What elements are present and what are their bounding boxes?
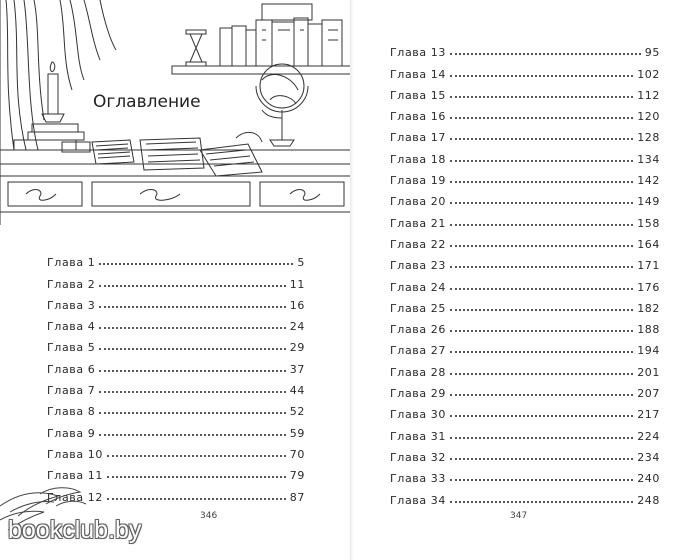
hourglass-icon	[186, 30, 206, 66]
page-number: 346	[200, 511, 218, 521]
toc-entry-label: Глава 29	[390, 387, 446, 401]
toc-entry-page: 95	[644, 46, 660, 60]
toc-entry	[47, 248, 305, 269]
toc-entry	[47, 333, 305, 354]
toc-entry-label: Глава 13	[390, 46, 446, 60]
shelf-icon	[172, 66, 352, 74]
toc-entry	[390, 336, 660, 357]
dot-leader	[450, 137, 633, 140]
toc-entry-label: Глава 15	[390, 88, 446, 102]
toc-entry-label: Глава 26	[390, 323, 446, 337]
right-page	[352, 0, 700, 560]
toc-entry	[390, 59, 660, 80]
toc-entry-page: 87	[289, 490, 305, 504]
toc-entry-page: 194	[637, 344, 660, 358]
dot-leader	[450, 500, 633, 503]
toc-entry-page: 207	[637, 387, 660, 401]
shelf-books-icon	[220, 4, 342, 66]
toc-entry	[390, 485, 660, 506]
toc-entry	[390, 357, 660, 378]
toc-entry	[390, 421, 660, 442]
toc-entry-label: Глава 34	[390, 493, 446, 507]
toc-entry-label: Глава 3	[47, 298, 96, 312]
toc-entry	[47, 397, 305, 418]
toc-entry	[390, 315, 660, 336]
toc-entry-label: Глава 20	[390, 195, 446, 209]
toc-entry-page: 182	[637, 301, 660, 315]
page-title: Оглавление	[90, 92, 204, 112]
dot-leader	[450, 180, 633, 183]
toc-entry-page: 16	[289, 298, 305, 312]
dot-leader	[107, 475, 286, 478]
dot-leader	[450, 478, 633, 481]
toc-entry-label: Глава 5	[47, 341, 96, 355]
toc-entry	[390, 208, 660, 229]
toc-entry-label: Глава 8	[47, 405, 96, 419]
toc-entry	[47, 354, 305, 375]
toc-entry-label: Глава 31	[390, 429, 446, 443]
toc-entry	[390, 166, 660, 187]
toc-entry	[390, 251, 660, 272]
toc-entry	[47, 440, 305, 461]
toc-entry-label: Глава 24	[390, 280, 446, 294]
dot-leader	[450, 95, 633, 98]
toc-entry-page: 171	[637, 259, 660, 273]
page-number: 347	[510, 511, 528, 521]
toc-entry-label: Глава 21	[390, 216, 446, 230]
dot-leader	[450, 244, 633, 247]
dot-leader	[450, 308, 633, 311]
toc-entry-page: 102	[637, 67, 660, 81]
toc-entry	[390, 81, 660, 102]
toc-entry-page: 149	[637, 195, 660, 209]
dot-leader	[450, 223, 633, 226]
dot-leader	[450, 329, 633, 332]
dot-leader	[450, 436, 633, 439]
dot-leader	[99, 369, 285, 372]
toc-entry-label: Глава 17	[390, 131, 446, 145]
dot-leader	[450, 372, 633, 375]
dot-leader	[99, 433, 285, 436]
toc-entry-label: Глава 9	[47, 426, 96, 440]
toc-entry	[390, 464, 660, 485]
toc-entry-label: Глава 2	[47, 277, 96, 291]
toc-entry-page: 44	[289, 384, 305, 398]
toc-entry-page: 52	[289, 405, 305, 419]
dot-leader	[99, 305, 285, 308]
dot-leader	[450, 265, 633, 268]
toc-entry-label: Глава 16	[390, 110, 446, 124]
dot-leader	[99, 262, 293, 265]
dot-leader	[450, 287, 633, 290]
toc-entry-label: Глава 14	[390, 67, 446, 81]
toc-entry-label: Глава 12	[47, 490, 103, 504]
toc-entry-page: 112	[637, 88, 660, 102]
watermark-logo: bookclub.by	[8, 516, 142, 544]
dot-leader	[99, 347, 285, 350]
dot-leader	[450, 201, 633, 204]
toc-entry-label: Глава 10	[47, 447, 103, 461]
toc-entry	[390, 400, 660, 421]
toc-entry-page: 37	[289, 362, 305, 376]
toc-entry-page: 128	[637, 131, 660, 145]
toc-entry	[390, 144, 660, 165]
dot-leader	[450, 350, 633, 353]
toc-entry	[390, 272, 660, 293]
toc-entry	[390, 123, 660, 144]
toc-entry-label: Глава 4	[47, 320, 96, 334]
toc-entry	[390, 379, 660, 400]
toc-entry-page: 248	[637, 493, 660, 507]
toc-entry-page: 59	[289, 426, 305, 440]
toc-entry	[47, 461, 305, 482]
dot-leader	[99, 284, 285, 287]
dot-leader	[99, 411, 285, 414]
toc-entry-page: 5	[297, 256, 305, 270]
dot-leader	[99, 390, 285, 393]
toc-entry-label: Глава 18	[390, 152, 446, 166]
toc-entry	[390, 443, 660, 464]
toc-entry-label: Глава 1	[47, 256, 96, 270]
toc-entry	[47, 312, 305, 333]
dot-leader	[450, 74, 633, 77]
toc-entry-page: 70	[289, 447, 305, 461]
toc-entry	[47, 269, 305, 290]
toc-entry-label: Глава 33	[390, 472, 446, 486]
toc-entry-label: Глава 11	[47, 469, 103, 483]
toc-entry-page: 188	[637, 323, 660, 337]
dot-leader	[450, 159, 633, 162]
toc-entry-label: Глава 23	[390, 259, 446, 273]
dot-leader	[450, 52, 641, 55]
toc-list-right	[390, 38, 660, 507]
toc-entry-page: 134	[637, 152, 660, 166]
toc-entry	[47, 291, 305, 312]
toc-entry-page: 120	[637, 110, 660, 124]
papers-icon	[92, 132, 262, 176]
toc-entry	[390, 102, 660, 123]
toc-entry-page: 164	[637, 237, 660, 251]
toc-entry-page: 217	[637, 408, 660, 422]
toc-entry-label: Глава 27	[390, 344, 446, 358]
toc-entry-page: 79	[289, 469, 305, 483]
toc-entry-page: 158	[637, 216, 660, 230]
toc-entry-page: 234	[637, 450, 660, 464]
toc-entry	[47, 376, 305, 397]
toc-entry	[390, 38, 660, 59]
dot-leader	[450, 393, 633, 396]
dot-leader	[450, 414, 633, 417]
toc-entry	[390, 230, 660, 251]
dot-leader	[99, 326, 285, 329]
dot-leader	[450, 457, 633, 460]
toc-entry	[47, 418, 305, 439]
toc-entry-label: Глава 22	[390, 237, 446, 251]
dot-leader	[450, 116, 633, 119]
toc-entry-label: Глава 7	[47, 384, 96, 398]
toc-list-left	[47, 248, 305, 504]
toc-entry-label: Глава 25	[390, 301, 446, 315]
toc-entry-page: 176	[637, 280, 660, 294]
toc-entry-page: 201	[637, 365, 660, 379]
toc-entry-label: Глава 19	[390, 174, 446, 188]
toc-entry-label: Глава 32	[390, 450, 446, 464]
toc-entry-page: 224	[637, 429, 660, 443]
toc-entry-page: 11	[289, 277, 305, 291]
toc-entry	[390, 187, 660, 208]
toc-entry-page: 240	[637, 472, 660, 486]
toc-entry-page: 24	[289, 320, 305, 334]
toc-entry-label: Глава 6	[47, 362, 96, 376]
toc-entry-label: Глава 28	[390, 365, 446, 379]
toc-entry-label: Глава 30	[390, 408, 446, 422]
desk-illustration-icon	[0, 0, 352, 225]
toc-entry-page: 142	[637, 174, 660, 188]
globe-icon	[256, 64, 308, 146]
toc-entry-page: 29	[289, 341, 305, 355]
dot-leader	[107, 454, 286, 457]
candle-icon	[42, 62, 64, 122]
toc-entry	[390, 294, 660, 315]
